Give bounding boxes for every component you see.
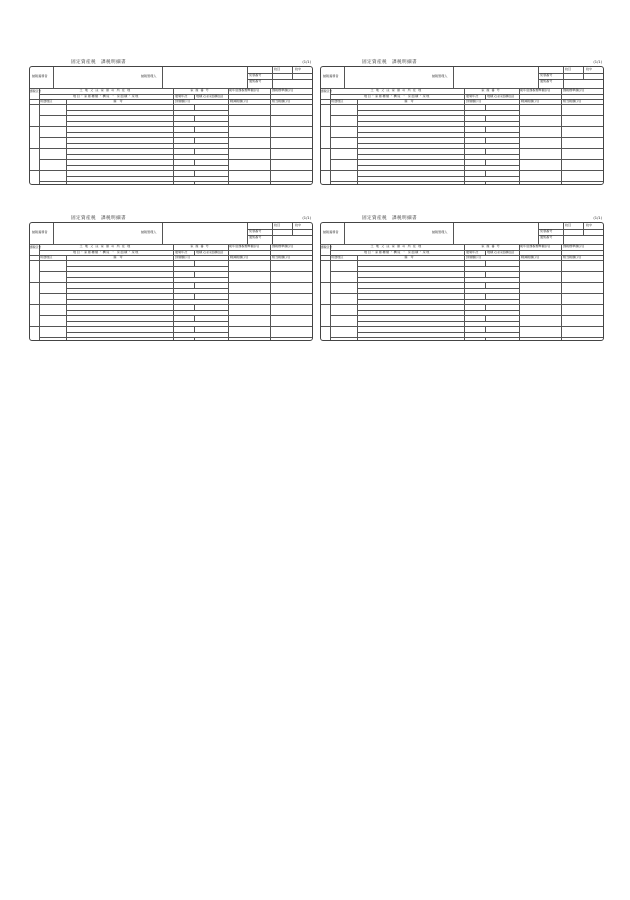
taxpayer-label: 納税義務者 <box>323 230 339 234</box>
house-number-header: 家屋番号 <box>481 88 502 92</box>
build-year-label: 建築年次 <box>175 94 188 98</box>
taxpayer-label: 納税義務者 <box>323 74 339 78</box>
page-label: 枚目 <box>565 223 572 227</box>
page-total-label: 枚中 <box>586 223 593 227</box>
admin-label: 納税管理人 <box>432 230 448 234</box>
category-label: 課税区分 <box>321 89 333 93</box>
form-table <box>29 222 313 341</box>
page-fraction: (1/1) <box>593 216 602 220</box>
value-header: 評価額(円) <box>466 255 481 259</box>
location-header: 土地又は家屋の所在地 <box>79 88 133 92</box>
note-header: 備考 <box>113 255 126 259</box>
value-header: 評価額(円) <box>175 99 190 103</box>
value-header: 評価額(円) <box>466 99 481 103</box>
page-label: 枚目 <box>565 67 572 71</box>
notice-label: 通知番号 <box>540 79 553 83</box>
usage-area-header: 用途地区 <box>40 99 53 103</box>
category-label: 課税区分 <box>30 245 42 249</box>
admin-label: 納税管理人 <box>432 74 448 78</box>
location-header: 土地又は家屋の所在地 <box>370 88 424 92</box>
relative-tax-header: 相当税額(円) <box>563 99 581 103</box>
location-header: 土地又は家屋の所在地 <box>370 244 424 248</box>
prev-standard-header: 前年度課税標準額(円) <box>520 88 551 92</box>
form-table <box>29 66 313 185</box>
admin-label: 納税管理人 <box>141 74 157 78</box>
page-fraction: (1/1) <box>302 60 311 64</box>
build-year-label: 建築年次 <box>175 250 188 254</box>
usage-area-header: 用途地区 <box>331 99 344 103</box>
location-sub: 地目・家屋種類・構造 ・ 床面積・床地 <box>73 250 139 254</box>
account-label: 宛票番号 <box>540 73 553 77</box>
floor-area-label: 地積又は床面積(㎡) <box>196 250 224 254</box>
house-number-header: 家屋番号 <box>190 244 211 248</box>
page-fraction: (1/1) <box>302 216 311 220</box>
note-header: 備考 <box>113 99 126 103</box>
house-number-header: 家屋番号 <box>481 244 502 248</box>
admin-label: 納税管理人 <box>141 230 157 234</box>
build-year-label: 建築年次 <box>466 250 479 254</box>
note-header: 備考 <box>404 99 417 103</box>
note-header: 備考 <box>404 255 417 259</box>
form-table <box>320 222 604 341</box>
account-label: 宛票番号 <box>249 73 262 77</box>
location-sub: 地目・家屋種類・構造 ・ 床面積・床地 <box>364 250 430 254</box>
tax-standard-header: 課税標準額(円) <box>563 244 584 248</box>
prev-standard-header: 前年度課税標準額(円) <box>520 244 551 248</box>
relative-tax-header: 相当税額(円) <box>272 99 290 103</box>
page-total-label: 枚中 <box>295 67 302 71</box>
relative-tax-header: 相当税額(円) <box>272 255 290 259</box>
floor-area-label: 地積又は床面積(㎡) <box>487 94 515 98</box>
reduction-header: 軽減税額(円) <box>230 255 248 259</box>
relative-tax-header: 相当税額(円) <box>563 255 581 259</box>
reduction-header: 軽減税額(円) <box>230 99 248 103</box>
floor-area-label: 地積又は床面積(㎡) <box>196 94 224 98</box>
account-label: 宛票番号 <box>540 229 553 233</box>
value-header: 評価額(円) <box>175 255 190 259</box>
tax-standard-header: 課税標準額(円) <box>563 88 584 92</box>
location-sub: 地目・家屋種類・構造 ・ 床面積・床地 <box>73 94 139 98</box>
page-label: 枚目 <box>274 67 281 71</box>
page-label: 枚目 <box>274 223 281 227</box>
taxpayer-label: 納税義務者 <box>32 230 48 234</box>
house-number-header: 家屋番号 <box>190 88 211 92</box>
prev-standard-header: 前年度課税標準額(円) <box>229 88 260 92</box>
account-label: 宛票番号 <box>249 229 262 233</box>
category-label: 課税区分 <box>321 245 333 249</box>
notice-label: 通知番号 <box>540 235 553 239</box>
prev-standard-header: 前年度課税標準額(円) <box>229 244 260 248</box>
taxpayer-label: 納税義務者 <box>32 74 48 78</box>
reduction-header: 軽減税額(円) <box>521 255 539 259</box>
page-total-label: 枚中 <box>295 223 302 227</box>
category-label: 課税区分 <box>30 89 42 93</box>
notice-label: 通知番号 <box>249 235 262 239</box>
location-sub: 地目・家屋種類・構造 ・ 床面積・床地 <box>364 94 430 98</box>
usage-area-header: 用途地区 <box>40 255 53 259</box>
tax-standard-header: 課税標準額(円) <box>272 88 293 92</box>
form-title: 固定資産税 課税明細書 <box>71 60 126 65</box>
form-title: 固定資産税 課税明細書 <box>362 216 417 221</box>
usage-area-header: 用途地区 <box>331 255 344 259</box>
form-title: 固定資産税 課税明細書 <box>362 60 417 65</box>
build-year-label: 建築年次 <box>466 94 479 98</box>
tax-standard-header: 課税標準額(円) <box>272 244 293 248</box>
reduction-header: 軽減税額(円) <box>521 99 539 103</box>
location-header: 土地又は家屋の所在地 <box>79 244 133 248</box>
notice-label: 通知番号 <box>249 79 262 83</box>
form-table <box>320 66 604 185</box>
page-total-label: 枚中 <box>586 67 593 71</box>
page-fraction: (1/1) <box>593 60 602 64</box>
form-title: 固定資産税 課税明細書 <box>71 216 126 221</box>
floor-area-label: 地積又は床面積(㎡) <box>487 250 515 254</box>
